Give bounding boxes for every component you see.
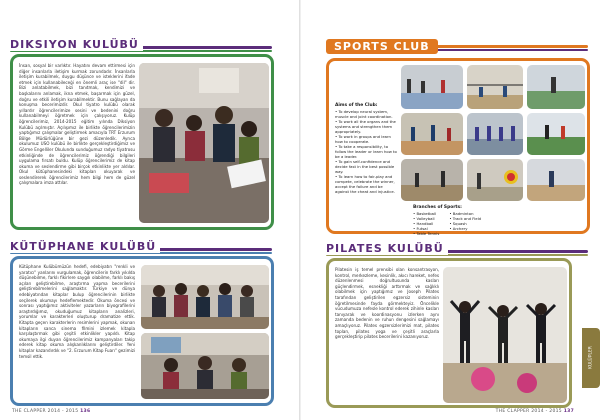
footer-right: THE CLAPPER 2014 - 2015 137 <box>495 409 574 414</box>
branch-item: • Table Tennis <box>413 231 440 236</box>
branch-item: • Handball <box>413 221 434 226</box>
diksiyon-title: DIKSIYON KULÜBÜ <box>10 38 143 51</box>
kutuphane-panel <box>10 256 274 406</box>
page-number-right: 137 <box>563 409 574 414</box>
branch-item: • Futsal <box>413 226 428 231</box>
field-photo <box>527 113 585 155</box>
sports-photo-1 <box>401 65 463 109</box>
pilates-title: PILATES KULÜBÜ <box>326 242 448 255</box>
archery-photo <box>467 159 523 201</box>
aims-item: • To take a responsibility, to follow the leader or learn how to be a leader. <box>335 144 397 159</box>
sports-photo-3 <box>527 65 585 109</box>
kutuphane-title: KÜTÜPHANE KULÜBÜ <box>10 240 160 253</box>
branch-item: • Volleyball <box>413 216 435 221</box>
branch-item: • Basketball <box>413 211 437 216</box>
sports-photo-6 <box>527 113 585 155</box>
kutuphane-photo-bottom <box>141 333 269 399</box>
pilates-title-bar <box>326 240 588 256</box>
page-number-left: 136 <box>80 409 91 414</box>
volleyball-photo <box>467 65 523 109</box>
sports-photo-7 <box>401 159 463 201</box>
pilates-class-photo <box>443 267 567 403</box>
sports-panel <box>326 58 590 234</box>
footer-left: THE CLAPPER 2014 - 2015 136 <box>12 409 91 414</box>
aims-item: • To gain self-confidence and decide fast in the best possible way. <box>335 159 395 174</box>
diksiyon-text: İnsan, sosyal bir varlıktır. Hayatını devam ettirmesi için diğer insanlarla iletişim kurmak zorundadır. İnsanlarla iletişim kurabilmek, duygu düşünce ve isteklerini ifade etmek için kullanabileceği en önemli araç ise "dil" dir. Bizi anlatabilmek, bizi tanıtmak, kendimizi ve başkalarını anlamak, ikna etmek, başarmak için güzel, doğru ve etkili iletişim kurabilmektir. Bunu sağlayan da konuşma becerimizdir. Okul tiyatro kulübü olarak yıllardır öğrencilerimize sesini ve bedenini doğru kullanabilmeyi öğretmek için çalışıyoruz. Kulüp öğrencilerimiz, 2014-2015 eğitim yılında Diksiyon Kulübü açılmıştır. Açılışımız ile birlikte öğrencilerimizin yaptığımız çalışmalar geliştirmek amacıyla TRT Erzurum Bölge Müdürlüğüne bir gezi düzenledik. Ayrıca okulumuz USO kulübü ile birlikte gerçekleştirdiğimiz ve Görme Engelliler Okulunda sunduğumuz radyo tiyatrosu etkinliğinde de öğrencilerimiz öğrendiği bilgileri uygulama fırsatı buldu. Kulüp öğrencilerimiz de kitap okuma ve seslendirme gibi birçok etkinlikte yer aldılar. Okul kütüphanesindeki kitapları okuyarak ve seslendirerek öğrencilerimiz hem bilgi hem de güzel çalışmalara imza attılar. <box>19 63 135 186</box>
squash-photo <box>527 159 585 201</box>
team-photo <box>467 113 523 155</box>
sports-branches <box>413 205 583 236</box>
aims-item: • To work in groups and learn how to cooperate. <box>335 134 391 144</box>
aims-heading: Aims of the Club: <box>335 103 378 108</box>
section-side-tab: KULÜPLER <box>582 328 600 388</box>
sports-photo-2 <box>467 65 523 109</box>
aims-item: • To learn how to fair-play and compete, celebrate the winner, accept the failure and be against the cheat and injustice. <box>335 174 395 194</box>
diksiyon-photo <box>139 63 269 223</box>
pilates-photo <box>443 267 567 403</box>
tennis-photo <box>527 65 585 109</box>
diksiyon-panel <box>10 54 274 230</box>
branches-heading: Branches of Sports: <box>413 205 462 210</box>
kutuphane-text: Kütüphane Kulübümüzün hedefi, edebiyatın "renkli ve yaratıcı" yanlarını vurgulamak, öğrencilerin farklı yıkılda düşünebilme, farklı fikirlere saygılı olabilme, farklı bakış açıları geliştirebilme, araştırma yapma becerilerini geliştirebilmelerini sağlamaktır. Türkiye ve dünya edebiyatından kitaplar bulup öğrencilerinin birlikte seçilerek okumayı hedeflemektedir. Okuma öncesi ve sonrası yaptığımız aktiviteler yazarların biyografilerini araştırdığımız, okuduğumuz kitapların analizleri, yorumlar ve karakterleri oluşturup dramatize ettik. Kitapta geçen karakterlerin resimlerini yapmak, okunan kitapların sanca sinema filmini izlemek kitapla karşılaştırmak gibi çeşitli etkinlikler yapıldı. Kitap okumaya ilgi duyan öğrencilerimiz kampanyaları takip ederek kitap okuma alışkanlıklarını geliştirdiler. Yeni kitaplar kazandırdık ve "2. Erzurum Kitap Fuarı" gezimizi temsil ettik. <box>19 264 135 359</box>
sports-aims <box>335 103 397 194</box>
basketball-photo <box>401 113 463 155</box>
pilates-panel <box>326 258 572 408</box>
sports-photo-4 <box>401 113 463 155</box>
diksiyon-title-bar <box>10 36 272 52</box>
gym-photo <box>401 65 463 109</box>
aims-item: • To work all the organs and the systems and strengthen them appropriately. <box>335 119 396 134</box>
indoor-court-photo <box>401 159 463 201</box>
kutuphane-title-bar <box>10 238 272 254</box>
classroom-photo <box>139 63 269 223</box>
aims-item: • To develop neural system, muscle and joint coordination. <box>335 109 393 119</box>
branch-item: • Badminton <box>449 211 474 216</box>
reading-students-photo <box>141 333 269 399</box>
branch-item: • Squash <box>449 221 467 226</box>
kutuphane-photo-top <box>141 265 269 329</box>
sports-photo-8 <box>467 159 523 201</box>
library-group-photo <box>141 265 269 329</box>
branch-item: • Archery <box>449 226 468 231</box>
sports-title: SPORTS CLUB <box>326 39 438 54</box>
sports-title-bar <box>326 38 588 54</box>
pilates-text: Pilatesin iş temel prensibi olan konsantrasyon, kontrol, merkezleme, kesinlik, akıcı hareket, nefes düzenlenmesi doğrultusunda kasları güçlendirmek, esnekliği arttırmak ve sağlıklı olabilmek için yaptığımız ve Joseph Pilates tarafından geliştirilen egzersiz sisteminin öğretilmesinde fayda görmekteyiz. Öncelikle vücudumuza nefesle kontrol ederek zihinle kasları tanıyarak ve koordinasyonu izlerken aynı zamanda bedenin ve ruhun dengesini sağlamayı amaçlıyoruz. Pilates egzersizlerimizi mat, pilates topları, pilates yoga ve çeşitli araçlarla gerçekleştirip pilates becerilerini kazanıyoruz. <box>335 267 439 340</box>
sports-photo-9 <box>527 159 585 201</box>
right-page <box>300 0 600 420</box>
branch-item: • Track and Field <box>449 216 482 221</box>
sports-photo-5 <box>467 113 523 155</box>
